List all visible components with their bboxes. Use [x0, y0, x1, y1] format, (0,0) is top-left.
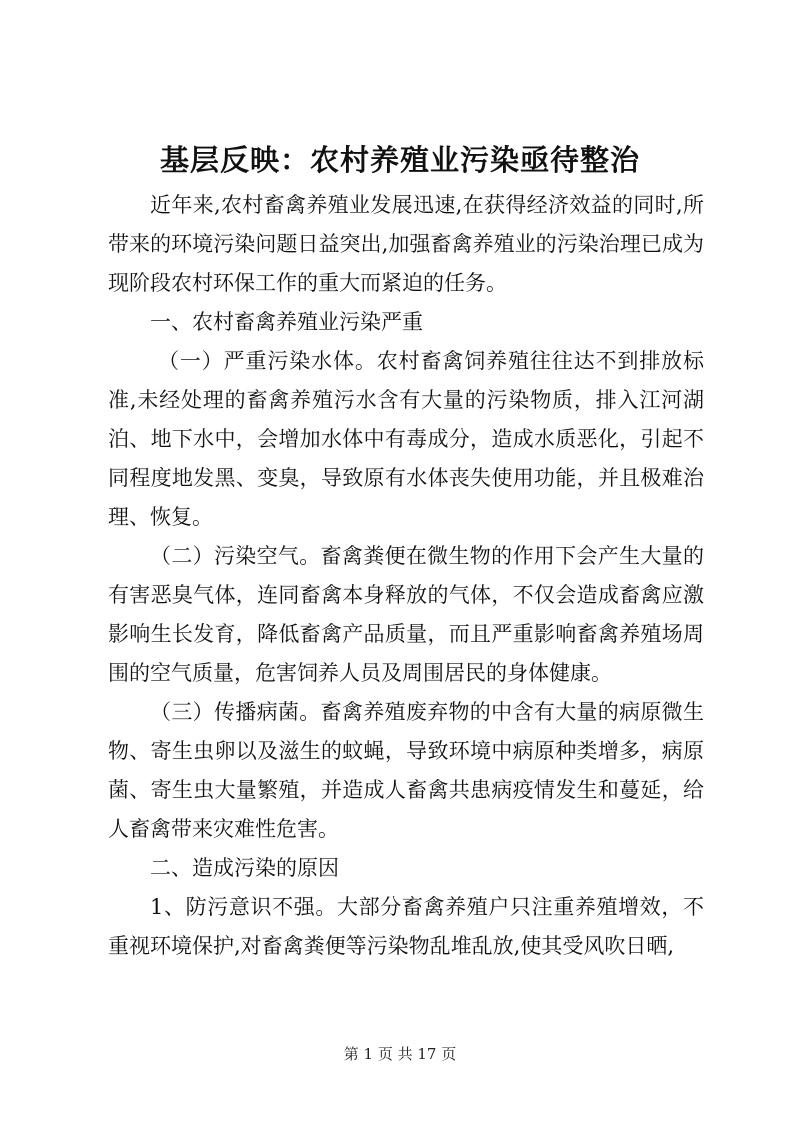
- paragraph-pathogen-spread: （三）传播病菌。畜禽养殖废弃物的中含有大量的病原微生物、寄生虫卵以及滋生的蚊蝇，导致环境中病原种类增多，病原菌、寄生虫大量繁殖，并造成人畜禽共患病疫情发生和蔓延，给人畜禽带来灾难性危害。: [108, 700, 704, 841]
- section-heading-1: 一、农村畜禽养殖业污染严重: [150, 310, 423, 334]
- paragraph-water-pollution: （一）严重污染水体。农村畜禽饲养殖往往达不到排放标准,未经处理的畜禽养殖污水含有大量的污染物质，排入江河湖泊、地下水中，会增加水体中有毒成分，造成水质恶化，引起不同程度地发黑、变臭，导致原有水体丧失使用功能，并且极难治理、恢复。: [108, 349, 704, 529]
- page-footer: 第 1 页 共 17 页: [343, 1045, 457, 1063]
- document-title: 基层反映：农村养殖业污染亟待整治: [159, 143, 640, 177]
- paragraph-air-pollution: （二）污染空气。畜禽粪便在微生物的作用下会产生大量的有害恶臭气体，连同畜禽本身释放的气体，不仅会造成畜禽应激影响生长发育，降低畜禽产品质量，而且严重影响畜禽养殖场周围的空气质量，危害饲养人员及周围居民的身体健康。: [108, 544, 704, 685]
- section-heading-2: 二、造成污染的原因: [150, 856, 339, 880]
- document-body: [108, 186, 704, 966]
- paragraph-cause-awareness: 1、防污意识不强。大部分畜禽养殖户只注重养殖增效，不重视环境保护,对畜禽粪便等污染物乱堆乱放,使其受风吹日晒,: [108, 895, 704, 958]
- paragraph-intro: 近年来,农村畜禽养殖业发展迅速,在获得经济效益的同时,所带来的环境污染问题日益突出,加强畜禽养殖业的污染治理已成为现阶段农村环保工作的重大而紧迫的任务。: [108, 193, 704, 295]
